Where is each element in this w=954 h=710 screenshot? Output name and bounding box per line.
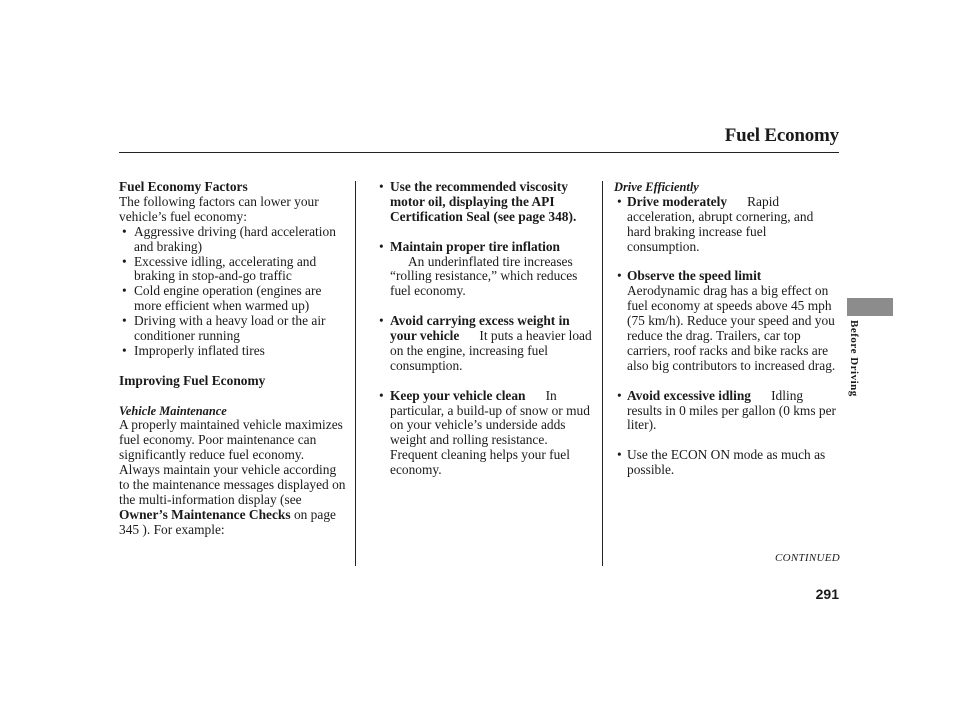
bullet-icon: • [122,253,127,269]
page-number: 291 [815,586,839,602]
section-side-label: Before Driving [848,320,860,397]
list-item [119,255,347,285]
column-1 [119,180,347,538]
factors-heading: Fuel Economy Factors [119,179,248,194]
item-heading: Maintain proper tire inflation [390,238,560,254]
factor-text: Cold engine operation (engines are more efficient when warmed up) [134,283,322,314]
bullet-icon: • [122,283,127,299]
drive-efficiently-heading: Drive Efficiently [614,180,699,194]
list-item [614,195,840,255]
item-text: Rapid acceleration, abrupt cornering, and hard braking increase fuel consumption. [627,193,814,254]
column-divider [355,181,356,566]
list-item [380,180,595,225]
factors-intro: The following factors can lower your vehicle’s fuel economy: [119,193,319,224]
item-text: In particular, a build-up of snow or mud on your vehicle’s underside adds weight and rolling resistance. Frequent cleaning helps your fuel economy. [390,387,590,478]
maintenance-text-end: on page 345 ). For example: [119,506,336,537]
list-item [614,448,840,478]
bullet-icon: • [617,387,622,403]
column-divider [602,181,603,566]
section-tab-marker [847,298,893,316]
bullet-icon: • [379,179,384,194]
item-heading: Keep your vehicle clean [390,387,526,403]
page-title: Fuel Economy [724,125,839,146]
column-3 [614,180,840,478]
bullet-icon: • [617,193,622,209]
factor-text: Aggressive driving (hard acceleration and braking) [134,223,336,254]
item-text: It puts a heavier load on the engine, increasing fuel consumption. [390,328,592,373]
bullet-icon: • [122,223,127,239]
list-item [614,269,840,373]
factor-text: Improperly inflated tires [134,342,265,358]
bullet-icon: • [122,313,127,329]
maintenance-heading: Vehicle Maintenance [119,403,227,418]
item-text: An underinflated tire increases “rolling resistance,” which reduces fuel economy. [390,253,578,299]
item-text: Aerodynamic drag has a big effect on fuel economy at speeds above 45 mph (75 km/h). Reduce your speed and you reduce the drag. Trailers, car top carriers, roof racks and bike racks are also big contributors to increased drag. [627,283,836,373]
bullet-icon: • [379,313,384,329]
item-heading: Drive moderately [627,193,728,209]
item-text: Use the ECON ON mode as much as possible. [627,447,826,478]
bullet-icon: • [379,238,384,254]
column-2 [380,180,595,478]
list-item [119,314,347,344]
continued-label: CONTINUED [774,552,840,564]
bullet-icon: • [379,387,384,403]
title-rule [119,152,839,153]
list-item [380,240,595,300]
list-item [380,389,595,478]
bullet-icon: • [617,447,622,463]
improving-heading: Improving Fuel Economy [119,372,266,388]
list-item [614,389,840,434]
list-item [380,314,595,374]
maintenance-text: A properly maintained vehicle maximizes fuel economy. Poor maintenance can significantly reduce fuel economy. Always maintain your vehicle according to the maintenance messages displayed on the multi-information display (see [119,417,346,507]
list-item [119,284,347,314]
item-heading: Avoid excessive idling [627,387,751,403]
item-text: Idling results in 0 miles per gallon (0 kms per liter). [627,387,837,433]
bullet-icon: • [122,342,127,358]
item-heading: Use the recommended viscosity motor oil, displaying the API Certification Seal (see page 348). [390,179,577,224]
item-heading: Avoid carrying excess weight in your vehicle [390,313,570,344]
bullet-icon: • [617,268,622,284]
list-item [119,225,347,255]
factor-text: Driving with a heavy load or the air conditioner running [134,313,326,344]
list-item [119,344,347,359]
item-heading: Observe the speed limit [627,268,762,284]
maintenance-paragraph [119,418,347,537]
factor-text: Excessive idling, accelerating and braking in stop-and-go traffic [134,253,317,284]
maintenance-reference: Owner’s Maintenance Checks [119,506,291,522]
